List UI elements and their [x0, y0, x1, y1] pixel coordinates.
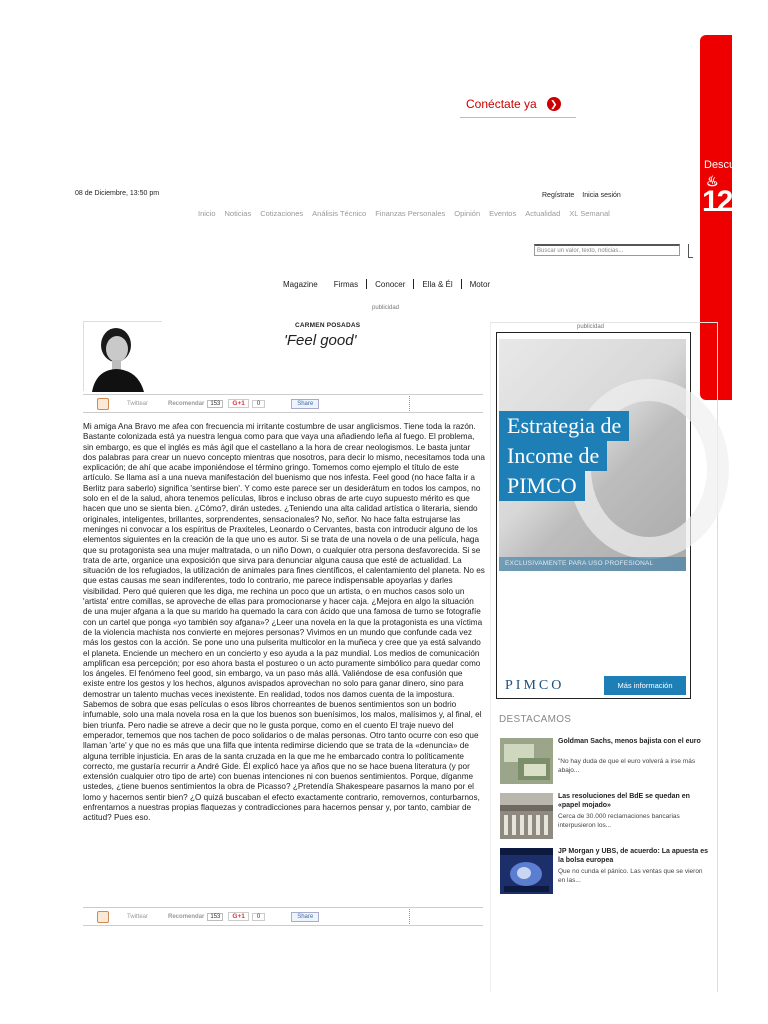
news-summary: Cerca de 30.000 reclamaciones bancarias interpusieron los...: [558, 813, 680, 829]
author-photo: [83, 321, 162, 391]
destacamos-heading: DESTACAMOS: [499, 714, 572, 725]
recommend-button[interactable]: Recomendar: [168, 400, 205, 407]
news-thumbnail: [500, 738, 553, 784]
account-links: [542, 192, 621, 199]
search-button[interactable]: [688, 244, 693, 258]
news-headline[interactable]: Las resoluciones del BdE se quedan en «papel mojado»: [558, 793, 690, 809]
subnav-firmas[interactable]: Firmas: [333, 279, 359, 289]
nav-actualidad[interactable]: Actualidad: [525, 209, 561, 218]
gplus-count: 0: [252, 400, 265, 408]
nav-eventos[interactable]: Eventos: [489, 209, 517, 218]
featured-item[interactable]: [500, 848, 712, 898]
share-button[interactable]: Share: [291, 912, 319, 922]
article-paragraph: Mi amiga Ana Bravo me afea con frecuencia mi irritante costumbre de usar anglicismos. Tiene toda la razón. Bastante colonizada está ya nuestra lengua como para que vaya una añadiendo leña al fuego. El problema, sin embargo, es que el inglés es más ágil que el castellano a la hora de crear neologismos. Le basta juntar dos palabras para crear un nuevo concepto mientras que nosotros, para decir lo mismo, necesitamos toda una explicación; de ahí que acabe imponiéndose el término gringo. Tomemos como ejemplo el título de este artículo. Se llama así a una nueva manifestación del buenismo que nos infesta. Feel good (no hace falta ir a Berlitz para saberlo) significa 'sentirse bien'. Y como este parece ser un desiderátum en todos los campos, no solo en el de la salud, ahora tenemos películas, libros e incluso obras de arte cuyo supuesto mérito es que hacen que uno se sienta bien. ¿Cómo?, dirán ustedes. ¿Teniendo una alta calidad artística o literaria, siendo originales, inteligentes, brillantes, sorprendentes, sensacionales? No, señor. No hace falta estrujarse las meninges ni convocar a los espíritus de Praxiteles, Leonardo o Cervantes, basta con introducir alguno de los elementos siguientes en la creación de la que uno es autor. Si se trata de una novela o de una película, haga que su protagonista sea una mujer maltratada, o un niño Down, o cualquier otra persona desfavorecida. Si se trata de arte, organice una exposición que sirva para denunciar alguna causa que esté de actualidad. La situación de los refugiados, la utilización de animales para fines científicos, el calentamiento del planeta. No es que estas causas me sean indiferentes, todo lo contrario, me parece indispensable apoyarlas y darles visibilidad. Pero qué quieren que les diga, me rechina un poco que un artista, o en muchos casos solo un 'artista' entre comillas, se aproveche de ellas para promocionarse y hacer caja. ¿Mejora en algo la situación de una mujer afgana a la que su marido ha quemado la cara con ácido que una famosa de turno se fotografíe con un cartel que ponga «yo también soy afgana»? ¿Leer una novela en la que la protagonista es una víctima de la violencia machista nos convierte en mejores personas? Vivimos en un mundo que confunde cada vez más los gestos con la acción. Se pone uno una pulserita multicolor en la muñeca y cree que ya está salvando el planeta. Enciende un mechero en un concierto y eso ayuda a la paz mundial. Los medios de comunicación amplifican esa percepción; por eso ahora basta el postureo o un acto puramente simbólico para quedar como los ángeles. El fenómeno feel good, sin embargo, va un paso más allá. Valiéndose de esa confusión que existe entre los gestos y los hechos, algunos avispados aprovechan no solo para ganar dinero, sino para demostrar un talento muchas veces inexistente. En realidad, todos nos damos cuenta de la impostura. Sabemos de sobra que esas películas o esos libros chorreantes de buenos sentimientos son un bodrio infumable, solo una mala novela rosa en la que los buenos son buenísimos, los malos, malísimos y, al final, el bien triunfa. Pero nadie se atreve a decir que no le gusta porque, como en el cuento El traje nuevo del emperador, tememos que nos tachen de poco solidarios o de malas personas. Otro tanto ocurre con eso que llaman 'arte' y que no es más que una filfa que intenta redimirse diciendo que se trata de la «denuncia» de alguna terrible injusticia. En aras de la santa cruzada en la que me he embarcado contra lo políticamente correcto, me gustaría recurrir a André Gide. Él explicó hace ya años que no se hace buena literatura (y por extensión cualquier otro tipo de arte) con buenas intenciones ni con buenos sentimientos. Porque, díganme ustedes, ¿tiene buenos sentimientos la obra de Picasso? ¿Pretendía Shakespeare pasarnos la mano por el lomo y hacernos sentir bien? ¿O quizá buscaban el efecto exactamente contrario, removernos, conturbarnos, enfrentarnos a nuestras propias flaquezas y contradicciones para hacernos pensar y, por tanto, cambiar de actitud? Pues eso.: [83, 422, 485, 823]
ad-disclaimer: EXCLUSIVAMENTE PARA USO PROFESIONAL: [499, 557, 686, 571]
share-button[interactable]: Share: [291, 399, 319, 409]
menealo-icon[interactable]: [97, 911, 109, 923]
nav-xl-semanal[interactable]: XL Semanal: [569, 209, 610, 218]
promo-text: Descu: [704, 159, 736, 171]
nav-inicio[interactable]: Inicio: [198, 209, 216, 218]
flame-logo-icon: ♨: [706, 173, 719, 189]
gplus-button[interactable]: G+1: [228, 912, 248, 921]
recommend-count: 153: [207, 400, 223, 408]
twitter-button[interactable]: Twittear: [127, 913, 149, 920]
news-thumbnail: [500, 848, 553, 894]
nav-opinion[interactable]: Opinión: [454, 209, 481, 218]
ad-headline-2: Income de: [499, 441, 607, 471]
share-bar-bottom: [83, 907, 483, 926]
share-bar-top: [83, 394, 483, 413]
chevron-right-icon: ❯: [547, 97, 561, 111]
recommend-count: 153: [207, 913, 223, 921]
recommend-button[interactable]: Recomendar: [168, 913, 205, 920]
nav-analisis-tecnico[interactable]: Análisis Técnico: [312, 209, 367, 218]
featured-item[interactable]: [500, 738, 712, 788]
menealo-icon[interactable]: [97, 398, 109, 410]
subnav-motor[interactable]: Motor: [469, 279, 491, 289]
author-name: CARMEN POSADAS: [295, 322, 361, 329]
subnav-ella-el[interactable]: Ella & Él: [422, 279, 453, 289]
connect-label: Conéctate ya: [466, 96, 537, 111]
more-info-button[interactable]: Más información: [604, 676, 686, 695]
current-datetime: 08 de Diciembre, 13:50 pm: [75, 190, 160, 197]
pimco-ad[interactable]: [496, 332, 691, 699]
featured-item[interactable]: [500, 793, 712, 843]
ad-label: publicidad: [577, 324, 605, 330]
promo-number: 12: [702, 185, 732, 218]
pimco-logo: PIMCO: [505, 678, 565, 693]
divider: [409, 396, 410, 411]
news-headline[interactable]: Goldman Sachs, menos bajista con el euro: [558, 738, 701, 745]
news-headline[interactable]: JP Morgan y UBS, de acuerdo: La apuesta es la bolsa europea: [558, 848, 709, 864]
article-title: 'Feel good': [284, 332, 357, 349]
twitter-button[interactable]: Twittear: [127, 400, 149, 407]
news-thumbnail: [500, 793, 553, 839]
news-summary: "No hay duda de que el euro volverá a irse más abajo...: [558, 758, 696, 774]
ad-label: publicidad: [372, 305, 400, 311]
subnav-conocer[interactable]: Conocer: [375, 279, 406, 289]
nav-cotizaciones[interactable]: Cotizaciones: [260, 209, 304, 218]
subnav-magazine[interactable]: Magazine: [283, 279, 318, 289]
ad-headline-3: PIMCO: [499, 471, 585, 501]
gplus-count: 0: [252, 913, 265, 921]
login-link[interactable]: Inicia sesión: [582, 192, 621, 199]
search-input[interactable]: Buscar un valor, texto, noticias...: [534, 244, 680, 256]
news-summary: Que no cunda el pánico. Las ventas que se vieron en las...: [558, 868, 703, 884]
ad-headline-1: Estrategia de: [499, 411, 629, 441]
article-body: [83, 422, 485, 824]
gplus-button[interactable]: G+1: [228, 399, 248, 408]
nav-finanzas-personales[interactable]: Finanzas Personales: [375, 209, 446, 218]
connect-cta[interactable]: [460, 90, 576, 118]
main-nav: [198, 209, 610, 218]
section-subnav: [275, 279, 498, 289]
register-link[interactable]: Regístrate: [542, 192, 575, 199]
nav-noticias[interactable]: Noticias: [224, 209, 252, 218]
divider: [409, 909, 410, 924]
